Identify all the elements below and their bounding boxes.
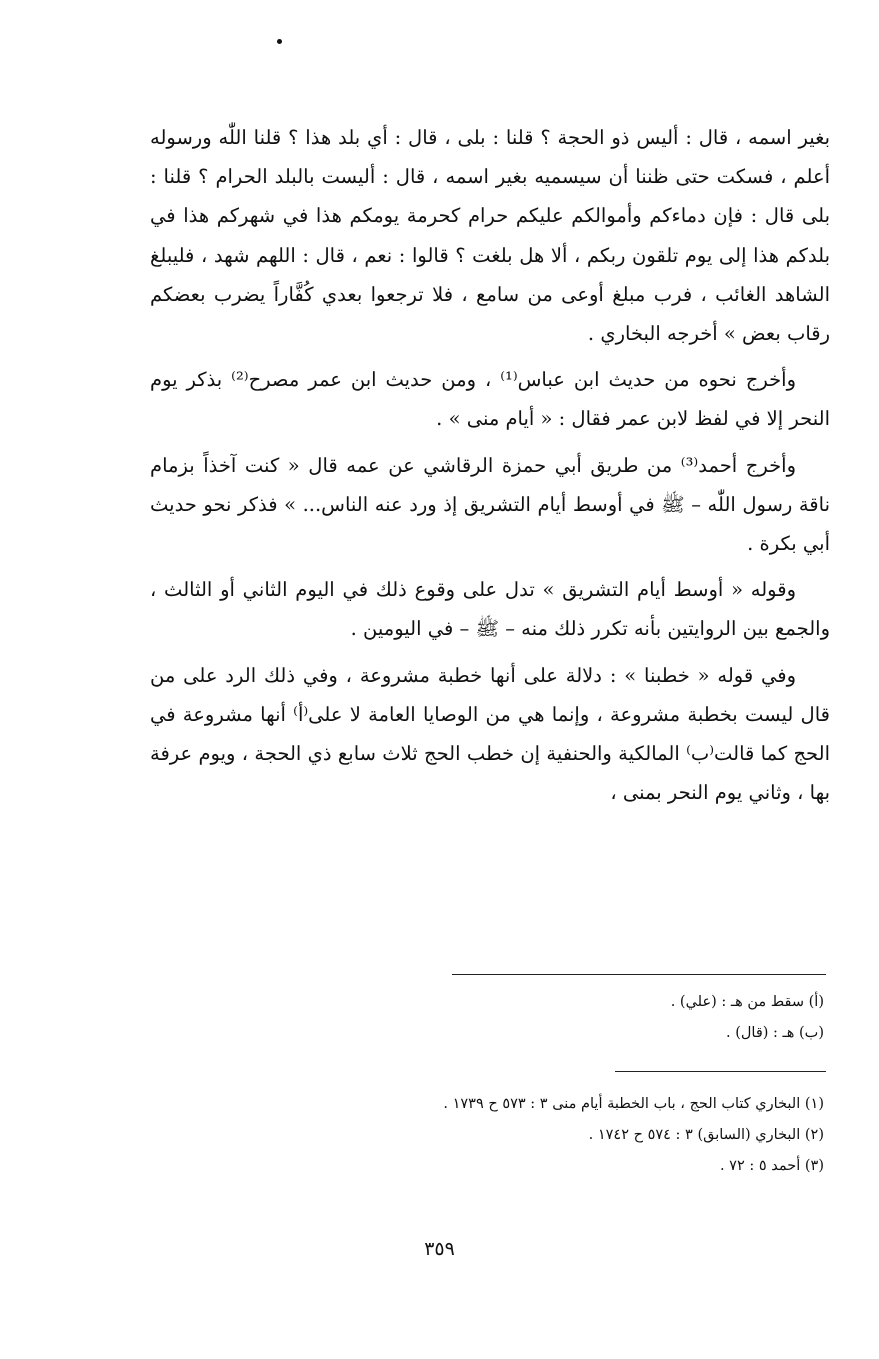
paragraph-2: وأخرج نحوه من حديث ابن عباس⁽¹⁾ ، ومن حديث ابن عمر مصرح⁽²⁾ بذكر يوم النحر إلا في لفظ لابن عمر فقال : « أيام منى » . xyxy=(150,368,830,431)
footnote: (١) البخاري كتاب الحج ، باب الخطبة أيام منى ٣ : ٥٧٣ ح ١٧٣٩ . xyxy=(443,1096,824,1112)
footnote: (٢) البخاري (السابق) ٣ : ٥٧٤ ح ١٧٤٢ . xyxy=(588,1127,824,1143)
variant-note: (أ) سقط من هـ : (علي) . xyxy=(670,994,824,1010)
page-number: ٣٥٩ xyxy=(424,1238,455,1260)
paragraph-5: وفي قوله « خطبنا » : دلالة على أنها خطبة مشروعة ، وفي ذلك الرد على من قال ليست بخطبة مشروعة ، وإنما هي من الوصايا العامة لا على⁽أ⁾ أنها مشروعة في الحج كما قالت⁽ب⁾ المالكية والحنفية إن خطب الحج ثلاث سابع ذي الحجة ، ويوم عرفة بها ، وثاني يوم النحر بمنى ، xyxy=(150,663,830,805)
main-text xyxy=(150,118,830,819)
stray-dot xyxy=(277,39,282,44)
paragraph-3: وأخرج أحمد⁽³⁾ من طريق أبي حمزة الرقاشي عن عمه قال « كنت آخذاً بزمام ناقة رسول اللّٰه – ﷺ في أوسط أيام التشريق إذ ورد عنه الناس... » فذكر نحو حديث أبي بكرة . xyxy=(150,453,830,556)
variant-notes-divider xyxy=(452,974,826,975)
paragraph-1: بغير اسمه ، قال : أليس ذو الحجة ؟ قلنا : بلى ، قال : أي بلد هذا ؟ قلنا اللّٰه ورسوله أعلم ، فسكت حتى ظننا أن سيسميه بغير اسمه ، قال : أليست بالبلد الحرام ؟ قلنا : بلى قال : فإن دماءكم وأموالكم عليكم حرام كحرمة يومكم هذا في شهركم هذا في بلدكم هذا إلى يوم تلقون ربكم ، ألا هل بلغت ؟ قالوا : نعم ، قال : اللهم شهد ، فليبلغ الشاهد الغائب ، فرب مبلغ أوعى من سامع ، فلا ترجعوا بعدي كُفَّاراً يضرب بعضكم رقاب بعض » أخرجه البخاري . xyxy=(150,126,830,346)
footnote: (٣) أحمد ٥ : ٧٢ . xyxy=(719,1158,824,1174)
footnotes-divider xyxy=(615,1071,826,1072)
variant-note: (ب) هـ : (قال) . xyxy=(726,1025,824,1041)
paragraph-4: وقوله « أوسط أيام التشريق » تدل على وقوع ذلك في اليوم الثاني أو الثالث ، والجمع بين الروايتين بأنه تكرر ذلك منه – ﷺ – في اليومين . xyxy=(150,578,830,641)
variant-notes xyxy=(404,987,824,1049)
footnotes xyxy=(304,1089,824,1182)
